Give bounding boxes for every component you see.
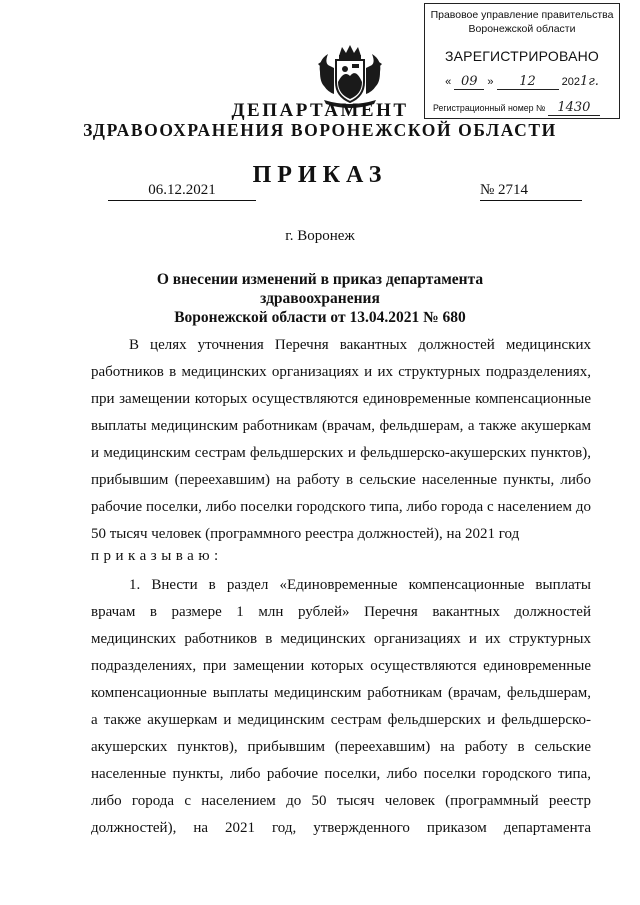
document-type-heading: ПРИКАЗ [252, 162, 388, 188]
stamp-authority-line1: Правовое управление правительства [430, 9, 614, 21]
body-p1-line: В целях уточнения Перечня вакантных должностей медицинских [129, 337, 591, 353]
body-p2-line: медицинских работников в медицинских организациях и их структурных [91, 631, 591, 647]
coat-of-arms-emblem [314, 42, 386, 108]
document-title-line1: О внесении изменений в приказ департамента здравоохранения [156, 271, 484, 307]
stamp-reg-label: Регистрационный номер № [433, 103, 546, 113]
stamp-authority-line2: Воронежской области [468, 23, 576, 35]
body-p2-line: подразделениях, при замещении которых осуществляются единовременные [91, 658, 591, 674]
city-label: г. Воронеж [285, 228, 355, 244]
stamp-date-year-suffix: 1г. [579, 74, 599, 89]
body-p2-line: либо города с населением до 50 тысяч человек (программный реестр [91, 793, 591, 809]
stamp-date-month: 12 [497, 74, 559, 90]
body-p1-line: рабочие поселки, либо поселки городского типа, либо города с населением до [91, 499, 591, 515]
body-p1-line: и медицинским сестрам фельдшерских и фельдшерско-акушерских пунктов), [91, 445, 591, 461]
body-p1-line: прибывшим (переехавшим) на работу в сельские населенные пункты, либо [91, 472, 591, 488]
body-p1-line: выплаты медицинским работникам (врачам, фельдшерам, а также акушеркам [91, 418, 591, 434]
body-p1-line: 50 тысяч человек (программного реестра должностей), на 2021 год [91, 526, 520, 542]
stamp-registered-label: ЗАРЕГИСТРИРОВАНО [444, 48, 600, 64]
department-name-line2: ЗДРАВООХРАНЕНИЯ ВОРОНЕЖСКОЙ ОБЛАСТИ [83, 120, 557, 140]
body-p2-line: населенные пункты, либо рабочие поселки, либо поселки городского типа, [91, 766, 591, 782]
stamp-date-open: « [445, 76, 452, 88]
stamp-date-close: » [487, 76, 494, 88]
body-p2-line: а также акушеркам и медицинским сестрам фельдшерских и фельдшерско- [91, 712, 591, 728]
body-p1-line: работников в медицинских организациях и их структурных подразделениях, [91, 364, 591, 380]
body-p1-line: при замещении которых осуществляются единовременные компенсационные [91, 391, 591, 407]
stamp-date-day: 09 [454, 74, 484, 90]
body-p2-line: компенсационные выплаты медицинским работникам (врачам, фельдшерам, [91, 685, 591, 701]
order-date: 06.12.2021 [108, 182, 256, 201]
document-title-line2: Воронежской области от 13.04.2021 № 680 [174, 309, 466, 326]
body-p2-line: акушерских пунктов), прибывшим (переехавшим) на работу в сельские [91, 739, 591, 755]
body-p2-line: врачам в размере 1 млн рублей» Перечня вакантных должностей [91, 604, 591, 620]
stamp-date-year-prefix: 202 [561, 76, 580, 88]
order-number: № 2714 [480, 182, 582, 201]
stamp-reg-number: 1430 [548, 100, 600, 116]
body-p2-line: должностей), на 2021 год, утвержденного приказом департамента [91, 820, 591, 836]
prikazyvayu-label: приказываю: [91, 548, 223, 564]
document-title [110, 270, 530, 327]
body-p2-line: 1. Внести в раздел «Единовременные компенсационные выплаты [129, 577, 591, 593]
department-name-line1: ДЕПАРТАМЕНТ [231, 100, 409, 121]
stamp-date [425, 74, 619, 90]
